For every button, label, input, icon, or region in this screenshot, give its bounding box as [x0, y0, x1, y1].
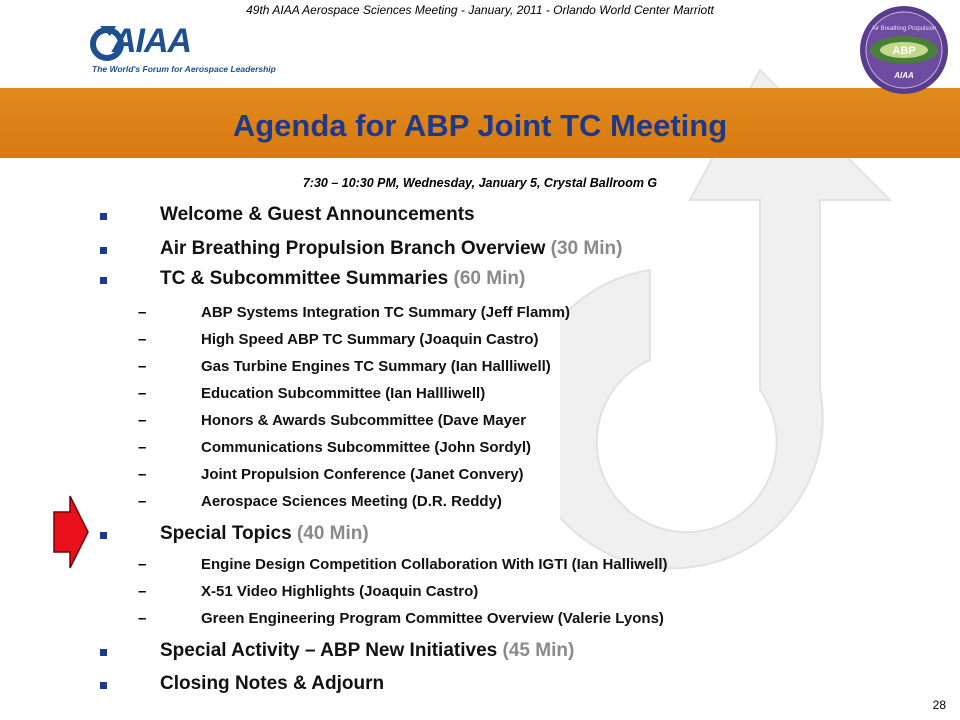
sub-dash: – [138, 583, 147, 600]
sub-dash: – [138, 466, 147, 483]
agenda-item-duration: (60 Min) [453, 268, 526, 289]
agenda-item-title: Closing Notes & Adjourn [160, 673, 385, 694]
agenda-item-title: Special Topics [160, 523, 292, 544]
conference-header: 49th AIAA Aerospace Sciences Meeting - January, 2011 - Orlando World Center Marriott [246, 3, 714, 17]
agenda-item-label [160, 523, 369, 545]
agenda-subitem-label: Joint Propulsion Conference (Janet Convery) [201, 466, 524, 483]
agenda-subitem-label: X-51 Video Highlights (Joaquin Castro) [201, 583, 479, 600]
square-bullet-icon [100, 213, 107, 220]
agenda-item-label [160, 268, 525, 290]
page-title: Agenda for ABP Joint TC Meeting [232, 108, 728, 143]
sub-dash: – [138, 556, 147, 573]
abp-badge-icon [858, 4, 950, 96]
agenda-item-duration: (40 Min) [296, 523, 369, 544]
agenda-item-title: TC & Subcommittee Summaries [160, 268, 449, 289]
logo-text: AIAA [112, 22, 192, 60]
square-bullet-icon [100, 649, 107, 656]
agenda-item-label [160, 204, 475, 226]
agenda-subitem-label: Communications Subcommittee (John Sordyl) [201, 439, 532, 456]
agenda-item-label [160, 640, 574, 662]
agenda-item-duration: (45 Min) [502, 640, 575, 661]
square-bullet-icon [100, 247, 107, 254]
agenda-subitem-label: Aerospace Sciences Meeting (D.R. Reddy) [201, 493, 502, 510]
square-bullet-icon [100, 682, 107, 689]
sub-dash: – [138, 610, 147, 627]
agenda-subitem-label: Honors & Awards Subcommittee (Dave Mayer [201, 412, 527, 429]
badge-org-text: AIAA [894, 71, 914, 80]
agenda-item-title: Welcome & Guest Announcements [160, 204, 475, 225]
agenda-subitem-label: Green Engineering Program Committee Overview (Valerie Lyons) [201, 610, 664, 627]
agenda-subitem-label: High Speed ABP TC Summary (Joaquin Castro) [201, 331, 539, 348]
badge-arc-text: Air Breathing Propulsion [871, 26, 937, 32]
sub-dash: – [138, 385, 147, 402]
agenda-item-title: Air Breathing Propulsion Branch Overview [160, 238, 546, 259]
square-bullet-icon [100, 532, 107, 539]
agenda-item-title: Special Activity – ABP New Initiatives [160, 640, 498, 661]
page-number: 28 [932, 698, 946, 712]
meeting-subtitle: 7:30 – 10:30 PM, Wednesday, January 5, Crystal Ballroom G [302, 176, 658, 190]
red-arrow-pointer-icon [52, 494, 90, 570]
sub-dash: – [138, 331, 147, 348]
sub-dash: – [138, 412, 147, 429]
agenda-item-label [160, 673, 384, 695]
sub-dash: – [138, 358, 147, 375]
agenda-subitem-label: ABP Systems Integration TC Summary (Jeff Flamm) [201, 304, 570, 321]
agenda-subitem-label: Education Subcommittee (Ian Hallliwell) [201, 385, 486, 402]
agenda-subitem-label: Engine Design Competition Collaboration With IGTI (Ian Halliwell) [201, 556, 668, 573]
agenda-item-label [160, 238, 622, 260]
badge-text: ABP [892, 45, 916, 57]
sub-dash: – [138, 439, 147, 456]
sub-dash: – [138, 493, 147, 510]
logo-tagline: The World's Forum for Aerospace Leadership [92, 64, 276, 74]
sub-dash: – [138, 304, 147, 321]
agenda-item-duration: (30 Min) [550, 238, 623, 259]
square-bullet-icon [100, 277, 107, 284]
agenda-subitem-label: Gas Turbine Engines TC Summary (Ian Hallliwell) [201, 358, 551, 375]
